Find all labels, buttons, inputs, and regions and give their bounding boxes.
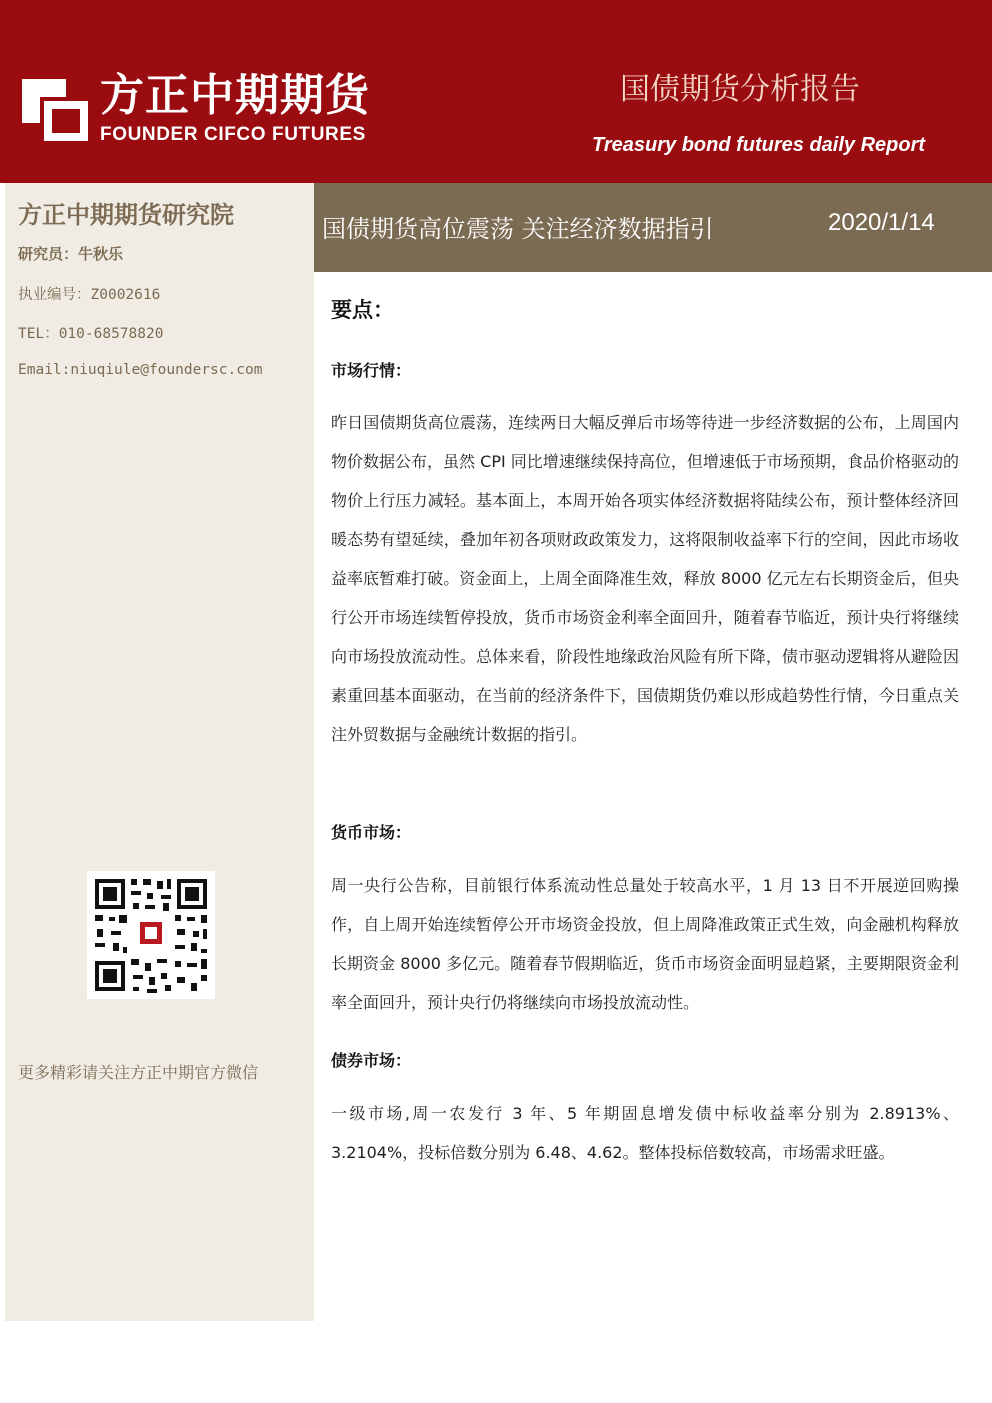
section-heading-market: 市场行情： — [331, 361, 412, 380]
researcher-name: 研究员：牛秋乐 — [18, 245, 124, 263]
section-heading-money-market: 货币市场： — [331, 823, 412, 842]
section-body-money-market: 周一央行公告称，目前银行体系流动性总量处于较高水平，1 月 13 日不开展逆回购操作，自上周开始连续暂停公开市场资金投放，但上周降准政策正式生效，向金融机构释放长期资金 8000 多亿元。随着春节假期临近，货币市场资金面明显趋紧，主要期限资金利率全面回升，预计央行仍将继续向市场投放流动性。 — [331, 876, 959, 1012]
section-body-market: 昨日国债期货高位震荡，连续两日大幅反弹后市场等待进一步经济数据的公布，上周国内物价数据公布，虽然 CPI 同比增速继续保持高位，但增速低于市场预期，食品价格驱动的物价上行压力减轻。基本面上，本周开始各项实体经济数据将陆续公布，预计整体经济回暖态势有望延续，叠加年初各项财政政策发力，这将限制收益率下行的空间，因此市场收益率底暂难打破。资金面上，上周全面降准生效，释放 8000 亿元左右长期资金后，但央行公开市场连续暂停投放，货币市场资金利率全面回升，随着春节临近，预计央行将继续向市场投放流动性。总体来看，阶段性地缘政治风险有所下降，债市驱动逻辑将从避险因素重回基本面驱动，在当前的经济条件下，国债期货仍难以形成趋势性行情，今日重点关注外贸数据与金融统计数据的指引。 — [331, 413, 959, 744]
report-title: 国债期货分析报告 — [620, 72, 860, 107]
founder-logo-icon — [22, 79, 88, 141]
section-heading-bond-market: 债券市场： — [331, 1051, 412, 1070]
sidebar — [5, 183, 314, 1321]
brand-name-cn: 方正中期期货 — [100, 70, 370, 121]
report-headline: 国债期货高位震荡 关注经济数据指引 — [322, 215, 714, 243]
key-points-heading: 要点： — [331, 298, 394, 322]
qr-code-icon — [87, 871, 215, 999]
report-subtitle: Treasury bond futures daily Report — [592, 134, 926, 156]
institute-name: 方正中期期货研究院 — [18, 201, 234, 229]
report-title-bar — [314, 183, 992, 272]
follow-wechat-text: 更多精彩请关注方正中期官方微信 — [18, 1063, 259, 1082]
brand-name-en: FOUNDER CIFCO FUTURES — [100, 124, 366, 145]
section-body-bond-market: 一级市场,周一农发行 3 年、5 年期固息增发债中标收益率分别为 2.8913%、3.2104%，投标倍数分别为 6.48、4.62。整体投标倍数较高，市场需求旺盛。 — [331, 1104, 959, 1162]
telephone: TEL：010-68578820 — [18, 326, 164, 342]
header-banner — [0, 0, 992, 183]
email-address: Email:niuqiule@foundersc.com — [18, 362, 263, 378]
report-date: 2020/1/14 — [828, 209, 935, 236]
license-number: 执业编号：Z0002616 — [18, 287, 161, 303]
